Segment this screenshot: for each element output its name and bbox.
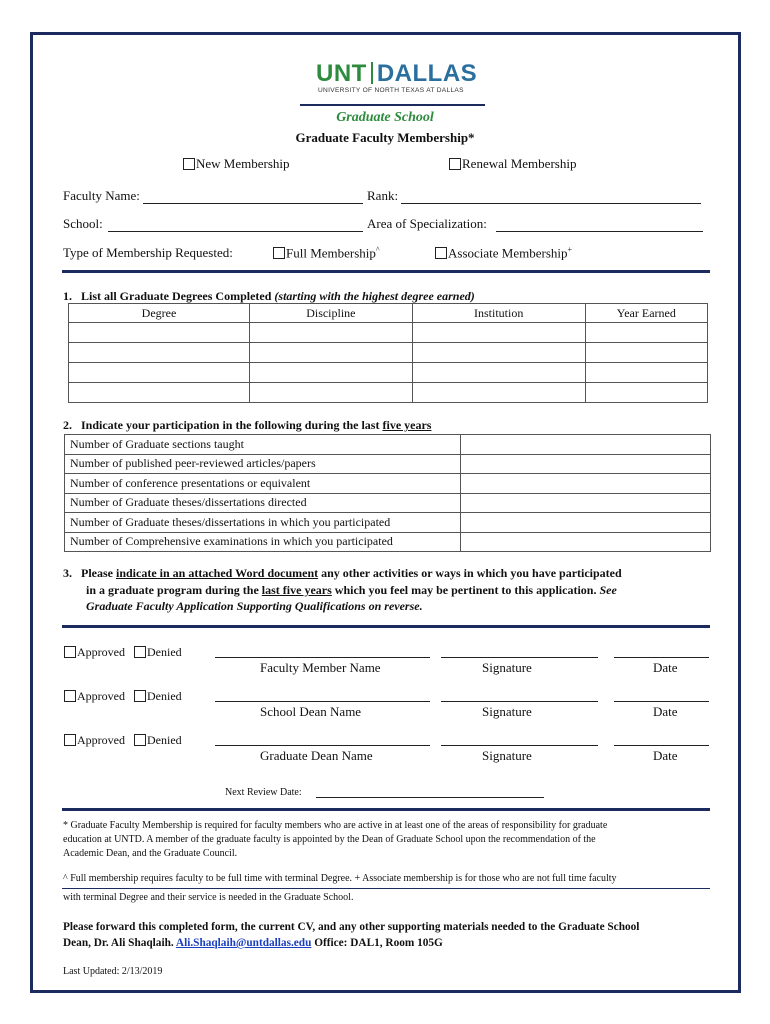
table-row: Number of published peer-reviewed articles/papers <box>65 454 711 474</box>
note-graduate-membership-2: education at UNTD. A member of the graduate faculty is appointed by the Dean of Graduate School upon the recommendation of the <box>63 834 596 845</box>
col-discipline: Discipline <box>249 304 412 323</box>
area-label: Area of Specialization: <box>367 216 487 231</box>
dean-email-link[interactable]: Ali.Shaqlaih@untdallas.edu <box>175 937 312 949</box>
school-dean-name-line[interactable] <box>215 701 430 702</box>
rank-field[interactable] <box>401 203 701 204</box>
school-label: School: <box>63 216 103 231</box>
faculty-signature-line[interactable] <box>441 657 598 658</box>
date-label: Date <box>653 660 678 675</box>
associate-membership-checkbox[interactable] <box>435 247 447 259</box>
degrees-table <box>68 303 708 403</box>
graduate-dean-name-line[interactable] <box>215 745 430 746</box>
denied-checkbox[interactable] <box>134 734 146 746</box>
faculty-date-line[interactable] <box>614 657 709 658</box>
approved-checkbox[interactable] <box>64 734 76 746</box>
next-review-label: Next Review Date: <box>225 787 302 798</box>
col-institution: Institution <box>412 304 585 323</box>
last-updated: Last Updated: 2/13/2019 <box>63 966 163 977</box>
approved-checkbox[interactable] <box>64 646 76 658</box>
signature-label: Signature <box>482 704 532 719</box>
section3-line1: 3. Please indicate in an attached Word document any other activities or ways in which you have participated <box>63 566 622 580</box>
logo-underline <box>300 104 485 106</box>
date-label: Date <box>653 704 678 719</box>
date-label: Date <box>653 748 678 763</box>
new-membership-checkbox[interactable] <box>183 158 195 170</box>
full-membership-checkbox[interactable] <box>273 247 285 259</box>
full-membership-option[interactable]: Full Membership^ <box>273 245 380 261</box>
table-row <box>69 323 708 343</box>
logo-subtitle: UNIVERSITY OF NORTH TEXAS AT DALLAS <box>318 87 464 94</box>
table-row: Number of Comprehensive examinations in which you participated <box>65 532 711 552</box>
table-row: Number of Graduate sections taught <box>65 435 711 455</box>
graduate-dean-name-label: Graduate Dean Name <box>260 748 373 763</box>
membership-type-label: Type of Membership Requested: <box>63 245 233 260</box>
logo-unt: UNT <box>316 60 367 87</box>
renewal-membership-option[interactable]: Renewal Membership <box>449 156 576 172</box>
approval-row-faculty: Approved Denied <box>64 645 182 660</box>
col-year-earned: Year Earned <box>585 304 707 323</box>
unt-dallas-logo <box>316 60 486 100</box>
area-field[interactable] <box>496 231 703 232</box>
approval-row-school-dean: Approved Denied <box>64 689 182 704</box>
note-full-membership-1: ^ Full membership requires faculty to be full time with terminal Degree. + Associate membership is for those who are not full time faculty <box>63 873 617 884</box>
associate-membership-option[interactable]: Associate Membership+ <box>435 245 572 261</box>
section3-line3: Graduate Faculty Application Supporting Qualifications on reverse. <box>86 599 423 613</box>
next-review-field[interactable] <box>316 797 544 798</box>
renewal-membership-checkbox[interactable] <box>449 158 461 170</box>
divider <box>62 888 710 889</box>
new-membership-option[interactable]: New Membership <box>183 156 290 172</box>
note-graduate-membership-3: Academic Dean, and the Graduate Council. <box>63 848 238 859</box>
school-dean-signature-line[interactable] <box>441 701 598 702</box>
degrees-table-header <box>69 304 708 323</box>
table-row: Number of Graduate theses/dissertations in which you participated <box>65 513 711 533</box>
section1-heading: 1. List all Graduate Degrees Completed (starting with the highest degree earned) <box>63 289 475 303</box>
faculty-name-signature-line[interactable] <box>215 657 430 658</box>
approved-checkbox[interactable] <box>64 690 76 702</box>
divider <box>62 625 710 628</box>
form-title: Graduate Faculty Membership* <box>295 130 475 145</box>
school-field[interactable] <box>108 231 363 232</box>
rank-label: Rank: <box>367 188 399 203</box>
logo-dallas: DALLAS <box>376 60 478 87</box>
dean-contact: Dean, Dr. Ali Shaqlaih. Ali.Shaqlaih@untdallas.edu Office: DAL1, Room 105G <box>63 937 443 949</box>
graduate-school-title: Graduate School <box>336 110 434 125</box>
col-degree: Degree <box>69 304 250 323</box>
denied-checkbox[interactable] <box>134 690 146 702</box>
school-dean-name-label: School Dean Name <box>260 704 362 719</box>
table-row: Number of Graduate theses/dissertations directed <box>65 493 711 513</box>
forward-instructions: Please forward this completed form, the current CV, and any other supporting materials needed to the Graduate School <box>63 921 640 933</box>
table-row <box>69 363 708 383</box>
table-row <box>69 343 708 363</box>
note-graduate-membership-1: * Graduate Faculty Membership is required for faculty members who are active in at least one of the areas of responsibility for graduate <box>63 820 608 831</box>
note-full-membership-2: with terminal Degree and their service is needed in the Graduate School. <box>63 892 354 903</box>
faculty-name-label: Faculty Name: <box>63 188 140 203</box>
denied-checkbox[interactable] <box>134 646 146 658</box>
signature-label: Signature <box>482 748 532 763</box>
approval-row-graduate-dean: Approved Denied <box>64 733 182 748</box>
divider <box>62 808 710 811</box>
faculty-member-name-label: Faculty Member Name <box>260 660 381 675</box>
graduate-dean-date-line[interactable] <box>614 745 709 746</box>
section2-heading: 2. Indicate your participation in the following during the last five years <box>63 418 432 432</box>
faculty-name-field[interactable] <box>143 203 363 204</box>
section3-line2: in a graduate program during the last five years which you feel may be pertinent to this application. See <box>86 583 617 597</box>
school-dean-date-line[interactable] <box>614 701 709 702</box>
table-row: Number of conference presentations or equivalent <box>65 474 711 494</box>
table-row <box>69 383 708 403</box>
graduate-dean-signature-line[interactable] <box>441 745 598 746</box>
participation-table <box>64 434 711 552</box>
signature-label: Signature <box>482 660 532 675</box>
divider <box>62 270 710 273</box>
